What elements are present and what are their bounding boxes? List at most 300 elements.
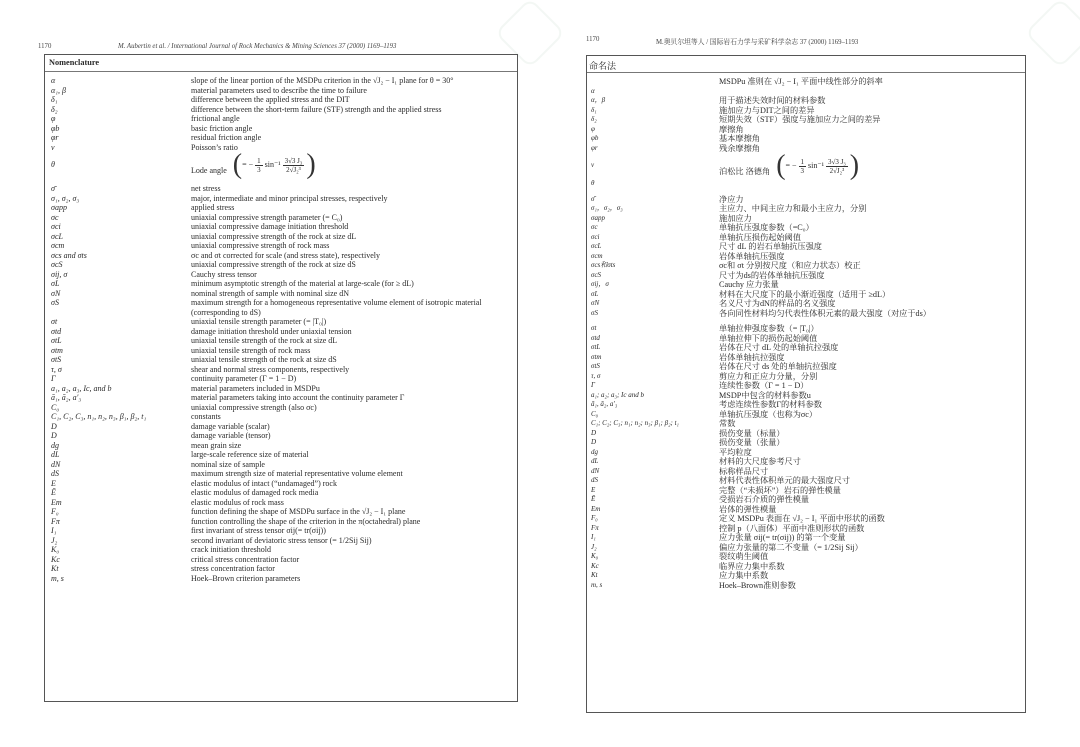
definition-text: 岩体单轴抗压强度: [719, 251, 785, 261]
symbol: E: [591, 485, 596, 494]
symbol: E: [51, 478, 56, 488]
paren-close: ): [306, 149, 316, 180]
nomenclature-row: [587, 457, 1025, 467]
definition: [719, 524, 1025, 534]
nomenclature-row: [587, 223, 1025, 233]
page-number: 1170: [586, 36, 600, 43]
definition: [719, 486, 1025, 496]
nomenclature-row: [587, 271, 1025, 281]
symbol: σci: [51, 222, 61, 231]
definition-text: 裂纹萌生阈值: [719, 552, 769, 561]
nomenclature-row: [45, 384, 517, 394]
nomenclature-row: [45, 149, 517, 180]
definition: [719, 581, 1025, 591]
definition-text: 施加应力: [719, 213, 752, 223]
symbol: φr: [51, 133, 59, 142]
definition: [719, 438, 1025, 448]
arcsin: sin⁻¹: [808, 161, 825, 171]
symbol: Fπ: [51, 516, 60, 526]
formula-prefix: = −: [242, 160, 254, 170]
nomenclature-row: [45, 270, 517, 280]
definition: [191, 317, 517, 327]
numerator: 3√3 J₃: [828, 157, 846, 166]
definition-text: minimum asymptotic strength of the material at large-scale (for ≥ dL): [191, 279, 414, 288]
nomenclature-row: [587, 233, 1025, 243]
definition: [191, 346, 517, 356]
definition-text: MSDP中包含的材料参数u: [719, 390, 811, 400]
symbol: θ: [51, 160, 55, 170]
definition: [191, 412, 517, 422]
nomenclature-title: 命名法: [589, 61, 617, 71]
definition-text: 单轴抗压损伤起始阈值: [719, 232, 801, 242]
definition: [191, 279, 517, 289]
definition: [191, 536, 517, 546]
definition: [191, 194, 517, 204]
definition: [191, 479, 517, 489]
nomenclature-row: [45, 133, 517, 143]
definition-text: 剪应力和正应力分量，分别: [719, 371, 818, 381]
symbol: Kt: [51, 564, 59, 573]
nomenclature-row: [587, 96, 1025, 106]
formula-prefix: = −: [785, 161, 797, 171]
nomenclature-row: [45, 232, 517, 242]
definition: [191, 431, 517, 441]
symbol: m, s: [51, 573, 64, 583]
definition-text: uniaxial compressive damage initiation threshold: [191, 222, 349, 231]
definition-text: applied stress: [191, 203, 235, 212]
symbol: σapp: [51, 203, 67, 212]
symbol: dN: [51, 459, 61, 469]
symbol: σtd: [51, 326, 62, 336]
definition-text: maximum strength for a homogeneous representative volume element of isotropic material (corresponding to dS): [191, 298, 482, 317]
symbol: F₀: [591, 514, 598, 522]
symbol: Γ: [51, 374, 56, 383]
nomenclature-row: [587, 562, 1025, 572]
definition: [719, 391, 1025, 401]
definition: [719, 252, 1025, 262]
definition-text: MSDPu 准则在 √J₂ − I₁ 平面中线性部分的斜率: [719, 77, 883, 86]
symbol: dS: [51, 469, 59, 478]
nomenclature-row: [587, 410, 1025, 420]
definition-text: stress concentration factor: [191, 564, 275, 573]
nomenclature-row: [587, 495, 1025, 505]
definition-text: difference between the short-term failure (STF) strength and the applied stress: [191, 104, 442, 114]
nomenclature-row: [587, 448, 1025, 458]
definition-text: nominal strength of sample with nominal size dN: [191, 288, 349, 298]
nomenclature-row: [45, 143, 517, 153]
nomenclature-row: [45, 365, 517, 375]
definition-text: difference between the applied stress and the DIT: [191, 95, 350, 104]
symbol: dg: [591, 447, 598, 456]
definition-text: Poisson’s ratio: [191, 142, 238, 152]
nomenclature-row: [45, 412, 517, 422]
definition: [719, 381, 1025, 391]
definition: [719, 77, 1025, 87]
symbol: C₁, C₂, C₃, n₁, n₂, n₃, β₁, β₂, t₁: [51, 412, 147, 421]
nomenclature-row: [587, 195, 1025, 205]
symbol: dN: [591, 466, 600, 475]
definition: [191, 450, 517, 460]
definition-text: 基本摩擦角: [719, 134, 760, 143]
definition-text: 岩体单轴抗拉强度: [719, 352, 785, 362]
definition: [719, 476, 1025, 486]
definition-text: material parameters taking into account the continuity parameter Γ: [191, 393, 405, 402]
definition-text: crack initiation threshold: [191, 545, 271, 554]
definition-text: uniaxial tensile strength of the rock at size dL: [191, 336, 338, 345]
definition-text: 应力集中系数: [719, 571, 769, 580]
journal-citation: M.奥贝尔坦等人 / 国际岩石力学与采矿科学杂志 37 (2000) 1169–1193: [656, 39, 859, 46]
definition-text: 标称样品尺寸: [719, 466, 769, 476]
definition: [719, 214, 1025, 224]
nomenclature-row: [45, 460, 517, 470]
definition-text: 岩体在尺寸 ds 处的单轴抗拉强度: [719, 362, 837, 371]
fraction-one-third: [255, 157, 263, 174]
nomenclature-row: [45, 555, 517, 565]
symbol: D: [51, 431, 57, 440]
definition-text: 完整（“未损坏”）岩石的弹性模量: [719, 485, 841, 495]
definition-text: basic friction angle: [191, 123, 253, 133]
definition: [191, 498, 517, 508]
symbol: α: [51, 76, 56, 85]
nomenclature-row: [45, 346, 517, 356]
nomenclature-list: [587, 73, 1025, 590]
symbol: Γ: [591, 381, 595, 389]
lode-angle-formula: [776, 150, 860, 181]
definition: [719, 271, 1025, 281]
definition: [191, 507, 517, 517]
nomenclature-box: [44, 54, 518, 702]
nomenclature-row: [587, 334, 1025, 344]
nomenclature-row: [45, 469, 517, 479]
nomenclature-row: [45, 317, 517, 327]
nomenclature-row: [45, 76, 517, 86]
definition: [191, 270, 517, 280]
definition-text: σc and σt corrected for scale (and stress state), respectively: [191, 250, 380, 260]
definition: [719, 562, 1025, 572]
nomenclature-row: [587, 179, 1025, 189]
definition-text: uniaxial compressive strength of rock mass: [191, 241, 330, 250]
definition: [191, 441, 517, 451]
nomenclature-row: [587, 144, 1025, 154]
numerator: 1: [257, 156, 261, 165]
symbol: σtd: [591, 333, 600, 342]
nomenclature-row: [45, 488, 517, 498]
nomenclature-row: [587, 372, 1025, 382]
nomenclature-row: [587, 419, 1025, 429]
definition: [191, 105, 517, 115]
nomenclature-row: [45, 536, 517, 546]
nomenclature-row: [45, 374, 517, 384]
nomenclature-row: [587, 524, 1025, 534]
numerator: 3√3 J₃: [284, 156, 303, 165]
definition: [719, 324, 1025, 334]
symbol: I₁: [51, 526, 57, 535]
symbol: D: [51, 421, 57, 431]
nomenclature-row: [45, 184, 517, 194]
nomenclature-row: [587, 252, 1025, 262]
symbol: m, s: [591, 580, 603, 589]
definition-text: 残余摩擦角: [719, 143, 760, 153]
definition: [191, 95, 517, 105]
symbol: σN: [51, 288, 61, 298]
symbol: K₀: [591, 552, 599, 560]
definition-text: Cauchy 应力张量: [719, 280, 779, 289]
nomenclature-row: [587, 299, 1025, 309]
definition: [191, 149, 517, 180]
nomenclature-row: [45, 222, 517, 232]
running-header: [38, 40, 518, 54]
nomenclature-row: [45, 564, 517, 574]
definition: [719, 195, 1025, 205]
nomenclature-row: [45, 498, 517, 508]
definition: [191, 460, 517, 470]
definition: [191, 526, 517, 536]
nomenclature-box: [586, 55, 1026, 713]
symbol: σ₁，σ₂，σ₃: [591, 204, 623, 212]
symbol: σN: [591, 299, 600, 307]
definition-text: mean grain size: [191, 440, 242, 450]
definition: [191, 203, 517, 213]
symbol: J₂: [51, 535, 58, 545]
symbol: ν: [591, 161, 595, 170]
definition-text: 泊松比 洛德角: [719, 167, 771, 176]
nomenclature-row: [45, 403, 517, 413]
definition-text: 偏应力张量的第二不变量（= 1/2Sij Sij）: [719, 542, 863, 552]
symbol: φb: [51, 123, 60, 133]
definition: [191, 469, 517, 479]
nomenclature-row: [45, 203, 517, 213]
definition-text: 考虑连续性参数Γ的材料参数: [719, 400, 822, 409]
definition: [719, 134, 1025, 144]
definition-text: 常数: [719, 419, 736, 428]
symbol: C₀: [51, 402, 60, 412]
denominator: 2√J₂³: [286, 165, 301, 174]
definition-text: shear and normal stress components, respectively: [191, 364, 350, 374]
symbol: σS: [591, 308, 598, 317]
nomenclature-row: [45, 526, 517, 536]
symbol: σ̄: [51, 184, 55, 193]
definition-text: 单轴抗压强度参数（=C₀）: [719, 223, 814, 232]
symbol: a₁; a₂; a₃; Ic and b: [591, 390, 644, 399]
definition: [191, 232, 517, 242]
nomenclature-row: [45, 517, 517, 527]
symbol: σL: [51, 279, 60, 288]
nomenclature-row: [45, 279, 517, 289]
nomenclature-row: [587, 115, 1025, 125]
definition-text: function defining the shape of MSDPu surface in the √J₂ − I₁ plane: [191, 507, 406, 516]
definition: [719, 543, 1025, 553]
definition: [719, 552, 1025, 562]
symbol: σcs and σts: [51, 250, 87, 260]
symbol: σtm: [591, 352, 602, 361]
nomenclature-row: [45, 241, 517, 251]
symbol: D: [591, 428, 597, 437]
definition-text: 应力张量 σij(= tr(σij)) 的第一个变量: [719, 533, 846, 542]
nomenclature-row: [587, 581, 1025, 591]
symbol: τ, σ: [591, 371, 601, 380]
symbol: F₀: [51, 507, 59, 516]
nomenclature-row: [587, 77, 1025, 87]
symbol: J₂: [591, 542, 597, 551]
nomenclature-row: [45, 393, 517, 403]
definition: [719, 233, 1025, 243]
definition-text: Lode angle: [191, 166, 227, 175]
symbol: σt: [591, 324, 597, 332]
nomenclature-row: [45, 86, 517, 96]
definition: [191, 298, 517, 317]
definition-text: 控制 p（八面体）平面中准则形状的函数: [719, 523, 865, 533]
definition: [719, 400, 1025, 410]
definition-text: 损伤变量（标量）: [719, 428, 785, 438]
definition-text: uniaxial compressive strength parameter (= C₀): [191, 212, 343, 222]
journal-citation: M. Aubertin et al. / International Journal of Rock Mechanics & Mining Sciences 37 (2000) 1169–1193: [118, 43, 397, 50]
definition: [719, 204, 1025, 214]
definition: [719, 299, 1025, 309]
nomenclature-row: [587, 514, 1025, 524]
nomenclature-list: [45, 72, 517, 583]
definition: [191, 241, 517, 251]
symbol: σcL: [51, 231, 63, 241]
symbol: σapp: [591, 213, 605, 222]
definition: [719, 429, 1025, 439]
definition-text: 单轴拉伸下的损伤起始阈值: [719, 333, 818, 343]
nomenclature-row: [45, 355, 517, 365]
definition-text: 平均粒度: [719, 447, 752, 457]
definition: [719, 261, 1025, 271]
definition: [719, 419, 1025, 429]
symbol: σt: [51, 317, 58, 326]
symbol: σcS: [51, 260, 63, 269]
fraction-invariants: [826, 158, 848, 175]
definition: [719, 467, 1025, 477]
symbol: Kc: [591, 561, 599, 570]
nomenclature-row: [45, 422, 517, 432]
definition-text: maximum strength size of material representative volume element: [191, 469, 403, 478]
symbol: K₀: [51, 545, 60, 554]
definition: [719, 309, 1025, 319]
definition: [719, 533, 1025, 543]
definition: [719, 242, 1025, 252]
numerator: 1: [800, 157, 805, 166]
nomenclature-row: [587, 261, 1025, 271]
definition: [719, 495, 1025, 505]
symbol: σcs和σts: [591, 261, 616, 269]
symbol: dS: [591, 476, 598, 484]
nomenclature-row: [587, 242, 1025, 252]
definition: [191, 517, 517, 527]
symbol: α: [591, 86, 595, 95]
symbol: σcS: [591, 270, 602, 279]
symbol: δ₂: [591, 115, 597, 123]
symbol: a₁, a₂, a₃, Ic, and b: [51, 383, 112, 393]
nomenclature-row: [45, 251, 517, 261]
definition-text: 连续性参数（Γ = 1 − D）: [719, 381, 809, 390]
symbol: D: [591, 438, 597, 446]
nomenclature-row: [587, 87, 1025, 97]
definition-text: σc和 σt 分别按尺度（和应力状态）校正: [719, 261, 861, 270]
denominator: 3: [257, 165, 261, 174]
symbol: σci: [591, 232, 600, 241]
nomenclature-row: [587, 280, 1025, 290]
nomenclature-row: [587, 290, 1025, 300]
definition: [191, 355, 517, 365]
definition: [191, 545, 517, 555]
definition-text: uniaxial tensile strength of rock mass: [191, 345, 311, 355]
symbol: σtL: [51, 336, 62, 345]
nomenclature-row: [45, 114, 517, 124]
page-number: 1170: [38, 43, 52, 50]
definition-text: uniaxial tensile strength parameter (= |T₀|): [191, 317, 327, 326]
nomenclature-row: [45, 289, 517, 299]
definition: [719, 280, 1025, 290]
paren-open: (: [776, 150, 786, 181]
definition-text: 摩擦角: [719, 124, 744, 134]
definition-text: 各向同性材料均匀代表性体积元素的最大强度（对应于ds）: [719, 308, 931, 318]
nomenclature-row: [587, 476, 1025, 486]
symbol: δ₁: [51, 95, 58, 104]
definition: [719, 223, 1025, 233]
nomenclature-row: [587, 343, 1025, 353]
definition: [191, 422, 517, 432]
nomenclature-row: [587, 505, 1025, 515]
definition: [719, 505, 1025, 515]
symbol: C₁; C₂; C₃; n₁; n₂; n₃; β₁; β₂; t₁: [591, 419, 679, 427]
definition: [719, 144, 1025, 154]
definition-text: 尺寸 dL 的岩石单轴抗压强度: [719, 242, 822, 251]
definition-text: second invariant of deviatoric stress tensor (= 1/2Sij Sij): [191, 535, 372, 545]
symbol: σ₁, σ₂, σ₃: [51, 193, 80, 203]
symbol: σcL: [591, 242, 602, 250]
symbol: σc: [51, 212, 59, 222]
definition-text: 岩体的弹性模量: [719, 504, 777, 514]
arcsin: sin⁻¹: [264, 160, 281, 170]
definition-text: frictional angle: [191, 114, 240, 123]
symbol: δ₁: [591, 105, 597, 114]
nomenclature-row: [45, 95, 517, 105]
definition-text: elastic modulus of damaged rock media: [191, 488, 319, 497]
nomenclature-row: [587, 150, 1025, 181]
denominator: 3: [800, 166, 805, 175]
definition: [191, 114, 517, 124]
definition-text: 名义尺寸为dN的样品的名义强度: [719, 299, 836, 308]
nomenclature-row: [587, 309, 1025, 319]
paren-close: ): [849, 150, 860, 181]
definition: [719, 343, 1025, 353]
nomenclature-row: [45, 507, 517, 517]
definition: [191, 365, 517, 375]
definition-text: 短期失效（STF）强度与施加应力之间的差异: [719, 115, 881, 124]
symbol: dg: [51, 440, 59, 450]
nomenclature-row: [587, 134, 1025, 144]
definition-text: function controlling the shape of the criterion in the π(octahedral) plane: [191, 516, 421, 526]
nomenclature-row: [45, 431, 517, 441]
nomenclature-row: [587, 106, 1025, 116]
symbol: θ: [591, 179, 595, 187]
definition-text: 单轴拉伸强度参数（= |T₀|）: [719, 324, 819, 333]
symbol: ν: [51, 142, 55, 152]
lode-angle-formula: [232, 149, 316, 180]
nomenclature-row: [587, 362, 1025, 372]
nomenclature-row: [45, 124, 517, 134]
nomenclature-row: [587, 353, 1025, 363]
definition-text: major, intermediate and minor principal stresses, respectively: [191, 193, 388, 203]
definition-text: 定义 MSDPu 表面在 √J₂ − I₁ 平面中形状的函数: [719, 514, 885, 523]
definition-text: damage initiation threshold under uniaxial tension: [191, 326, 352, 336]
definition: [191, 184, 517, 194]
definition: [719, 571, 1025, 581]
definition: [719, 448, 1025, 458]
nomenclature-title: Nomenclature: [49, 58, 100, 67]
